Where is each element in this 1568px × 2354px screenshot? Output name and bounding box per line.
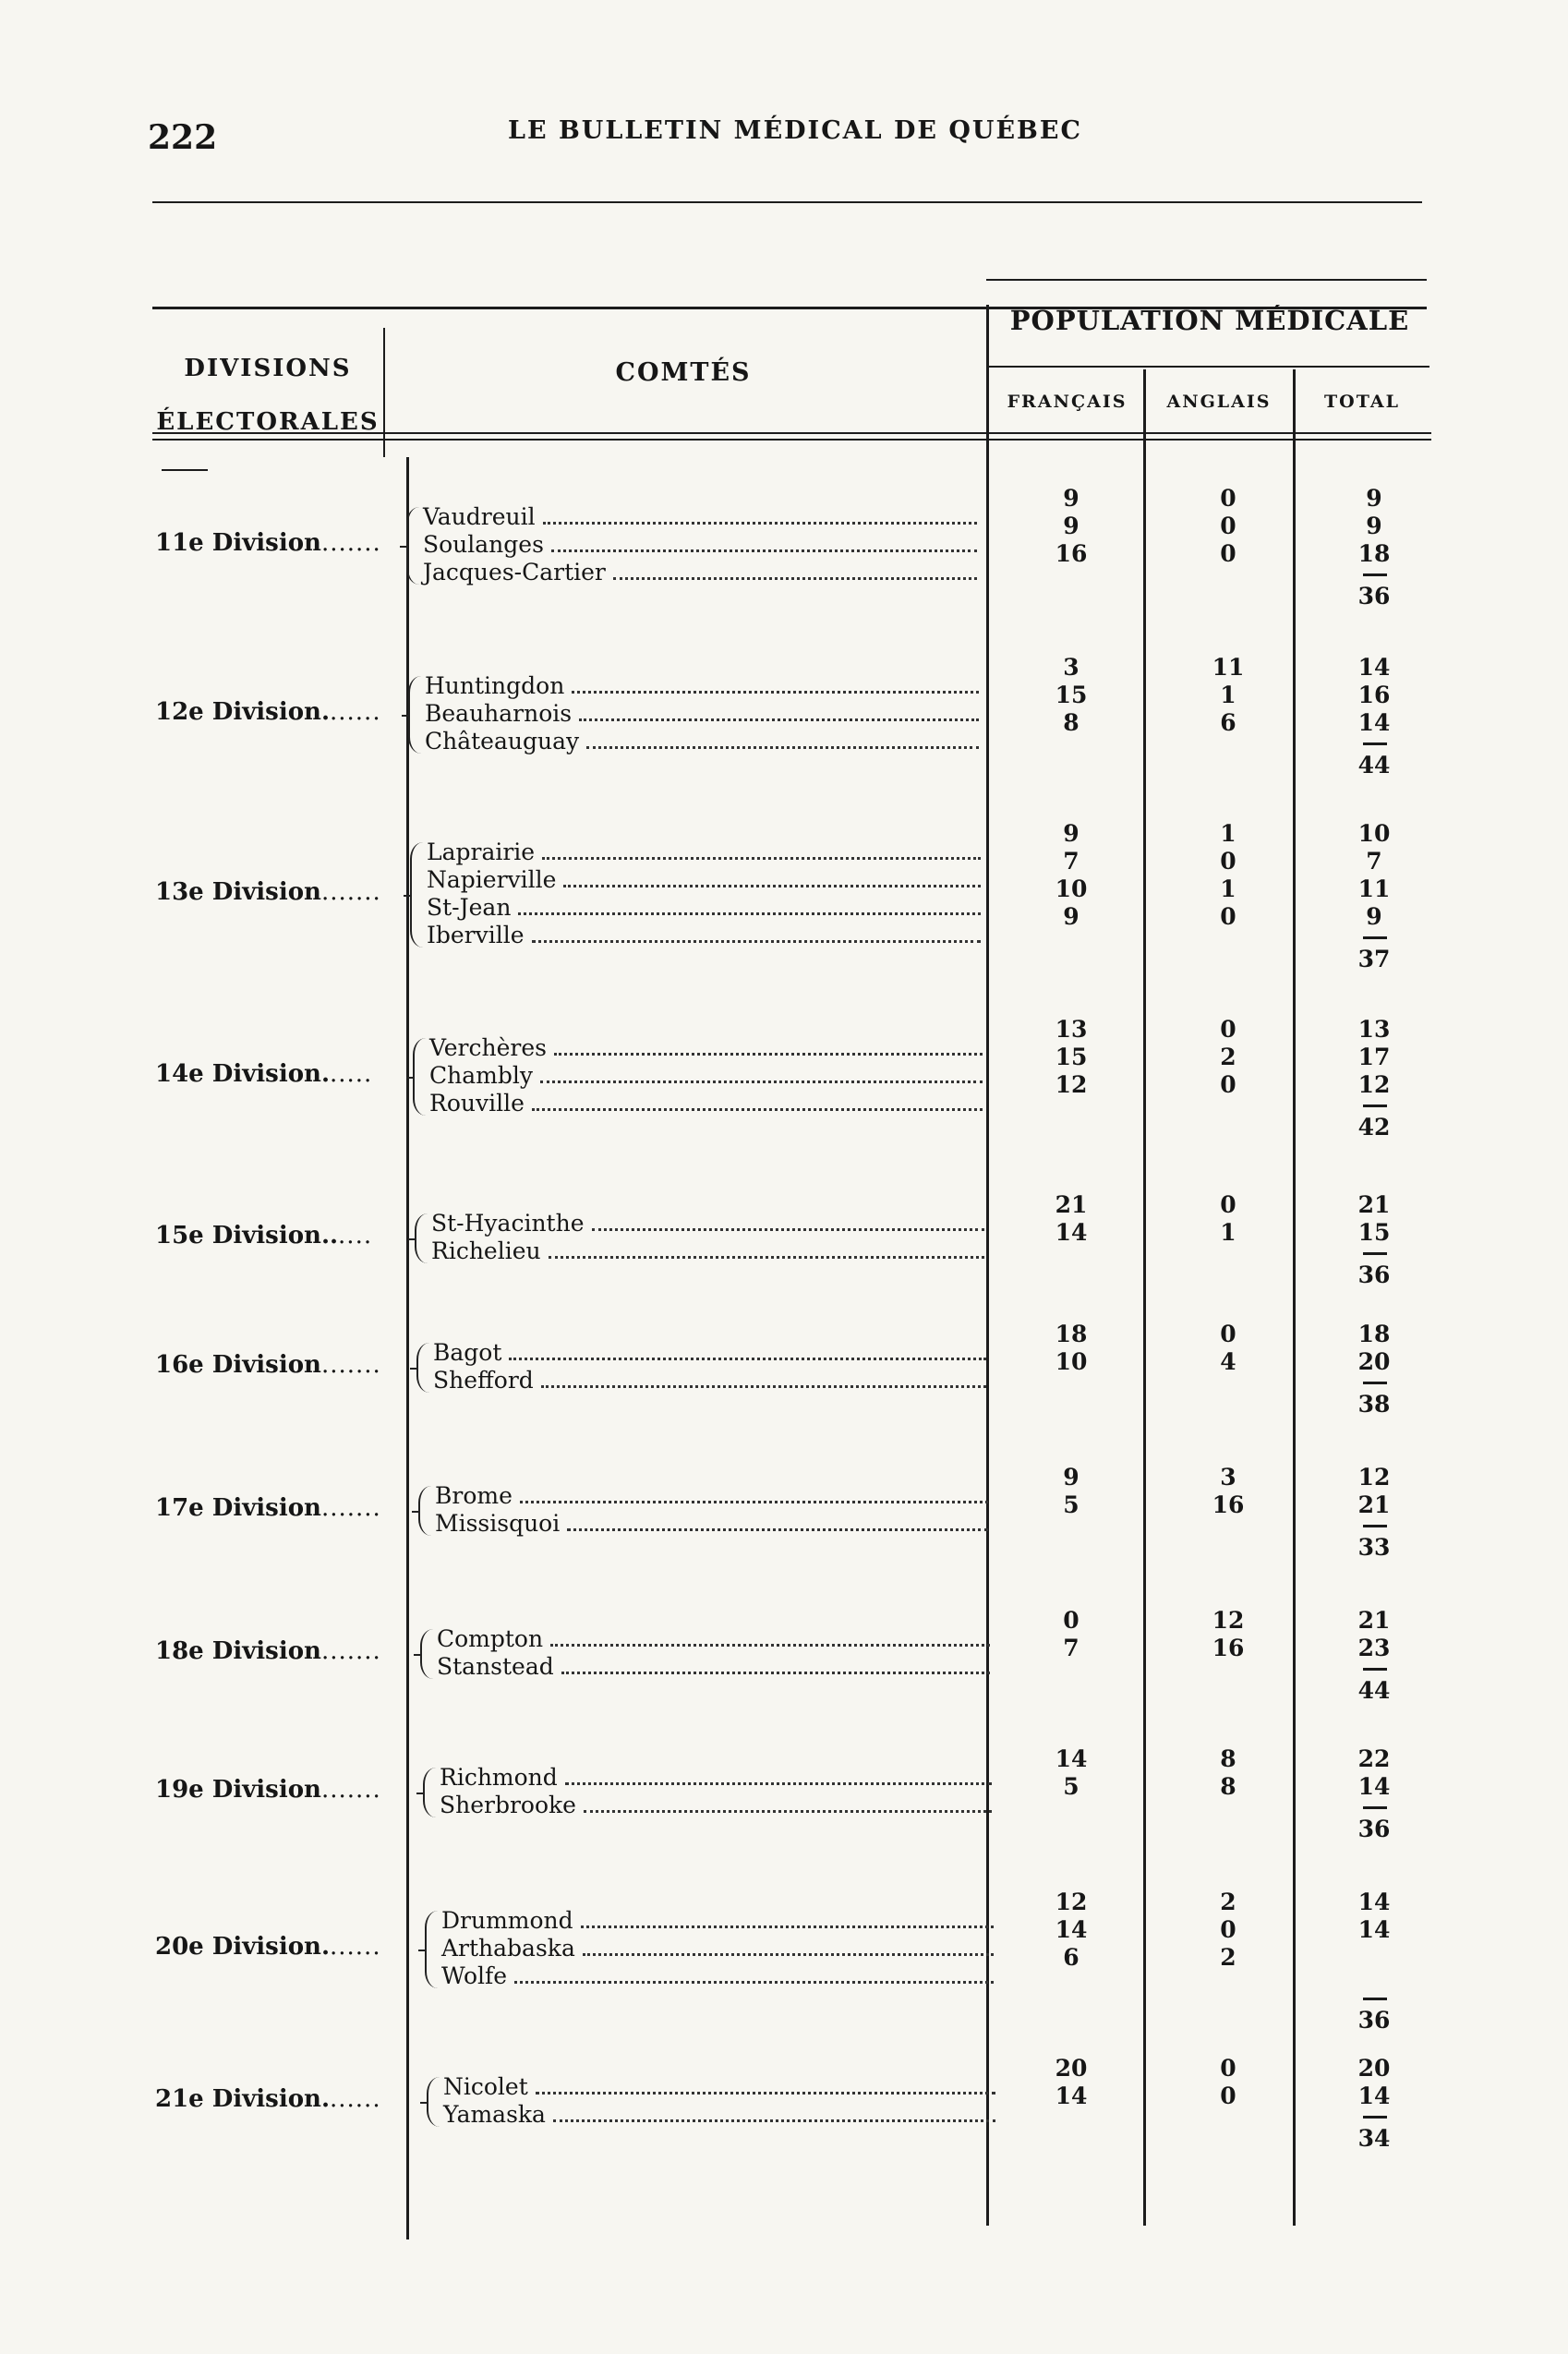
county-row xyxy=(435,1482,992,1510)
division-total: 42 xyxy=(1357,1114,1391,1141)
division-leader-dots: ...... xyxy=(330,698,381,726)
header-population-medicale: POPULATION MÉDICALE xyxy=(1009,305,1410,336)
count-francais: 13 xyxy=(1055,1016,1088,1043)
division-name xyxy=(155,1637,386,1665)
county-name: Stanstead xyxy=(437,1653,554,1680)
county-name: Drummond xyxy=(441,1907,573,1934)
county-row xyxy=(443,2101,999,2129)
header-divisions xyxy=(152,342,383,449)
count-anglais: 16 xyxy=(1212,1491,1245,1518)
count-total: 22 xyxy=(1357,1745,1391,1772)
county-leader-dots xyxy=(586,746,979,749)
county-name: St-Hyacinthe xyxy=(431,1210,585,1237)
county-name: Bagot xyxy=(433,1339,502,1366)
county-leader-dots xyxy=(541,1385,986,1388)
header-divisions-line2: ÉLECTORALES xyxy=(156,408,380,436)
county-name: Verchères xyxy=(429,1034,547,1061)
count-total: 21 xyxy=(1357,1191,1391,1218)
count-anglais: 1 xyxy=(1220,820,1236,847)
county-name: Nicolet xyxy=(443,2073,528,2100)
county-row xyxy=(425,728,983,755)
division-total: 36 xyxy=(1357,583,1391,610)
header-comtes: COMTÉS xyxy=(615,358,752,387)
county-name: Laprairie xyxy=(427,839,536,865)
division-total: 36 xyxy=(1357,1816,1391,1842)
count-francais: 14 xyxy=(1055,1219,1088,1246)
count-francais: 5 xyxy=(1063,1773,1080,1800)
division-leader-dots: .... xyxy=(338,1222,373,1249)
count-anglais: 0 xyxy=(1220,903,1236,930)
count-total: 14 xyxy=(1357,2082,1391,2109)
count-anglais: 1 xyxy=(1220,1219,1236,1246)
county-row xyxy=(429,1090,986,1117)
count-francais: 21 xyxy=(1055,1191,1088,1218)
county-leader-dots xyxy=(532,1108,983,1111)
county-leader-dots xyxy=(613,577,977,580)
count-francais: 12 xyxy=(1055,1071,1088,1098)
header-divisions-line1: DIVISIONS xyxy=(184,355,352,382)
division-name xyxy=(155,1494,386,1522)
county-leader-dots xyxy=(579,718,979,721)
county-brace xyxy=(420,1629,437,1679)
count-anglais: 0 xyxy=(1220,1071,1236,1098)
count-total: 23 xyxy=(1357,1635,1391,1661)
county-row xyxy=(425,672,983,700)
division-total: 36 xyxy=(1357,1262,1391,1288)
county-row xyxy=(429,1062,986,1090)
county-leader-dots xyxy=(514,1981,994,1984)
count-francais: 9 xyxy=(1063,903,1080,930)
count-total: 14 xyxy=(1357,1773,1391,1800)
county-name: Huntingdon xyxy=(425,672,565,699)
county-brace xyxy=(413,1038,429,1116)
division-label: 20e Division. xyxy=(155,1933,330,1961)
count-anglais: 12 xyxy=(1212,1607,1245,1634)
count-francais: 9 xyxy=(1063,485,1080,512)
sum-rule xyxy=(1363,1525,1387,1527)
county-name: Iberville xyxy=(427,922,525,948)
county-leader-dots xyxy=(509,1358,986,1360)
county-row xyxy=(437,1625,994,1653)
county-name: Wolfe xyxy=(441,1962,508,1989)
count-francais: 16 xyxy=(1055,540,1088,567)
county-row xyxy=(423,531,981,559)
county-name: Shefford xyxy=(433,1367,534,1394)
count-francais: 8 xyxy=(1063,709,1080,736)
county-row xyxy=(431,1237,988,1265)
count-anglais: 8 xyxy=(1220,1773,1236,1800)
count-francais: 14 xyxy=(1055,2082,1088,2109)
county-leader-dots xyxy=(542,857,981,860)
count-total: 17 xyxy=(1357,1044,1391,1070)
count-total: 16 xyxy=(1357,682,1391,708)
count-anglais: 4 xyxy=(1220,1348,1236,1375)
sum-rule xyxy=(1363,1105,1387,1107)
county-row xyxy=(427,922,984,949)
division-name xyxy=(155,698,386,726)
county-brace xyxy=(408,676,425,754)
county-leader-dots xyxy=(549,1256,984,1259)
county-leader-dots xyxy=(518,912,981,915)
county-leader-dots xyxy=(563,885,981,887)
count-francais: 9 xyxy=(1063,513,1080,539)
division-leader-dots: ...... xyxy=(330,1933,381,1961)
county-name: Jacques-Cartier xyxy=(423,559,606,585)
county-leader-dots xyxy=(565,1782,992,1785)
division-total: 37 xyxy=(1357,946,1391,972)
col-rule-anglais xyxy=(1143,369,1146,2226)
count-anglais: 0 xyxy=(1220,1191,1236,1218)
division-name xyxy=(155,529,386,557)
count-total: 18 xyxy=(1357,1321,1391,1347)
county-row xyxy=(427,839,984,866)
count-francais: 10 xyxy=(1055,875,1088,902)
count-anglais: 0 xyxy=(1220,1321,1236,1347)
division-name xyxy=(155,1351,386,1379)
count-francais: 12 xyxy=(1055,1889,1088,1915)
division-label: 12e Division. xyxy=(155,698,330,726)
sum-rule xyxy=(1363,1806,1387,1809)
division-leader-dots: ....... xyxy=(320,1494,381,1522)
division-leader-dots: ....... xyxy=(320,529,381,557)
col-rule-total xyxy=(1293,369,1296,2226)
count-total: 14 xyxy=(1357,1889,1391,1915)
division-total: 44 xyxy=(1357,752,1391,779)
county-name: Chambly xyxy=(429,1062,533,1089)
county-row xyxy=(443,2073,999,2101)
county-leader-dots xyxy=(532,940,981,943)
division-leader-dots: ....... xyxy=(320,1637,381,1665)
county-leader-dots xyxy=(567,1528,988,1531)
county-leader-dots xyxy=(583,1953,994,1956)
sum-rule xyxy=(1363,742,1387,745)
count-anglais: 2 xyxy=(1220,1944,1236,1971)
county-row xyxy=(423,503,981,531)
count-total: 14 xyxy=(1357,709,1391,736)
count-anglais: 6 xyxy=(1220,709,1236,736)
county-row xyxy=(441,1907,997,1935)
division-total: 36 xyxy=(1357,2007,1391,2034)
header-anglais: ANGLAIS xyxy=(1166,392,1272,412)
count-total: 9 xyxy=(1366,513,1382,539)
county-row xyxy=(427,894,984,922)
count-anglais: 8 xyxy=(1220,1745,1236,1772)
count-anglais: 3 xyxy=(1220,1464,1236,1491)
division-name xyxy=(155,1933,386,1961)
sum-rule xyxy=(1363,573,1387,576)
count-anglais: 16 xyxy=(1212,1635,1245,1661)
count-francais: 5 xyxy=(1063,1491,1080,1518)
county-name: Richelieu xyxy=(431,1237,541,1264)
division-label: 18e Division xyxy=(155,1637,321,1665)
division-label: 11e Division xyxy=(155,529,321,557)
page-number: 222 xyxy=(148,118,218,157)
division-label: 19e Division xyxy=(155,1776,321,1804)
county-leader-dots xyxy=(520,1501,988,1503)
division-name xyxy=(155,2085,386,2113)
division-total: 33 xyxy=(1357,1534,1391,1561)
count-francais: 3 xyxy=(1063,654,1080,681)
count-total: 9 xyxy=(1366,485,1382,512)
header-francais: FRANÇAIS xyxy=(1007,392,1128,412)
division-name xyxy=(155,1222,386,1249)
count-total: 15 xyxy=(1357,1219,1391,1246)
count-total: 7 xyxy=(1366,848,1382,875)
county-brace xyxy=(406,507,423,585)
col-rule-divisions xyxy=(383,328,385,457)
county-leader-dots xyxy=(584,1810,992,1813)
county-brace xyxy=(427,2077,443,2127)
count-anglais: 2 xyxy=(1220,1889,1236,1915)
county-name: Richmond xyxy=(440,1764,558,1791)
county-brace xyxy=(416,1343,433,1393)
count-francais: 7 xyxy=(1063,1635,1080,1661)
county-row xyxy=(425,700,983,728)
county-row xyxy=(431,1210,988,1237)
count-total: 10 xyxy=(1357,820,1391,847)
county-row xyxy=(427,866,984,894)
count-francais: 10 xyxy=(1055,1348,1088,1375)
count-francais: 14 xyxy=(1055,1916,1088,1943)
county-name: Yamaska xyxy=(443,2101,546,2128)
county-name: Arthabaska xyxy=(441,1935,575,1962)
count-anglais: 1 xyxy=(1220,682,1236,708)
county-name: Soulanges xyxy=(423,531,544,558)
count-francais: 9 xyxy=(1063,820,1080,847)
division-label: 16e Division xyxy=(155,1351,321,1379)
division-total: 44 xyxy=(1357,1677,1391,1704)
county-row xyxy=(440,1792,995,1819)
county-leader-dots xyxy=(551,549,977,552)
county-row xyxy=(433,1339,990,1367)
count-francais: 15 xyxy=(1055,682,1088,708)
county-leader-dots xyxy=(550,1644,990,1647)
count-total: 9 xyxy=(1366,903,1382,930)
count-francais: 9 xyxy=(1063,1464,1080,1491)
division-label: 21e Division. xyxy=(155,2085,330,2113)
count-anglais: 0 xyxy=(1220,1016,1236,1043)
county-leader-dots xyxy=(561,1672,990,1674)
count-total: 12 xyxy=(1357,1071,1391,1098)
division-label: 17e Division xyxy=(155,1494,321,1522)
county-brace xyxy=(418,1486,435,1536)
county-name: Vaudreuil xyxy=(423,503,536,530)
table-top-rule-2 xyxy=(986,279,1427,281)
division-name xyxy=(155,1776,386,1804)
count-francais: 0 xyxy=(1063,1607,1080,1634)
division-total: 34 xyxy=(1357,2125,1391,2152)
count-anglais: 0 xyxy=(1220,1916,1236,1943)
count-francais: 15 xyxy=(1055,1044,1088,1070)
division-leader-dots: ....... xyxy=(320,878,381,906)
count-anglais: 0 xyxy=(1220,2082,1236,2109)
running-title: LE BULLETIN MÉDICAL DE QUÉBEC xyxy=(508,116,1082,145)
county-name: Rouville xyxy=(429,1090,525,1117)
county-name: St-Jean xyxy=(427,894,512,921)
county-row xyxy=(423,559,981,586)
county-leader-dots xyxy=(581,1925,994,1928)
county-name: Napierville xyxy=(427,866,557,893)
count-total: 14 xyxy=(1357,1916,1391,1943)
count-francais: 20 xyxy=(1055,2055,1088,2082)
sum-rule xyxy=(1363,1998,1387,2000)
count-anglais: 11 xyxy=(1212,654,1245,681)
count-francais: 7 xyxy=(1063,848,1080,875)
county-row xyxy=(435,1510,992,1538)
sum-rule xyxy=(1363,1668,1387,1671)
count-anglais: 0 xyxy=(1220,2055,1236,2082)
count-total: 13 xyxy=(1357,1016,1391,1043)
count-total: 20 xyxy=(1357,2055,1391,2082)
county-row xyxy=(441,1935,997,1962)
count-total: 20 xyxy=(1357,1348,1391,1375)
sum-rule xyxy=(1363,1382,1387,1384)
division-label: 15e Division.. xyxy=(155,1222,339,1249)
county-name: Châteauguay xyxy=(425,728,580,754)
count-total: 11 xyxy=(1357,875,1391,902)
body-top-rule xyxy=(162,469,208,471)
county-row xyxy=(429,1034,986,1062)
county-brace xyxy=(410,842,427,948)
division-leader-dots: ..... xyxy=(330,1060,373,1088)
division-total: 38 xyxy=(1357,1391,1391,1418)
county-name: Compton xyxy=(437,1625,544,1652)
division-leader-dots: ...... xyxy=(330,2085,381,2113)
county-leader-dots xyxy=(592,1228,985,1231)
sum-rule xyxy=(1363,2116,1387,2119)
count-anglais: 0 xyxy=(1220,540,1236,567)
county-brace xyxy=(425,1911,441,1988)
county-row xyxy=(433,1367,990,1394)
county-row xyxy=(437,1653,994,1681)
count-total: 14 xyxy=(1357,654,1391,681)
county-leader-dots xyxy=(572,691,979,694)
division-name xyxy=(155,1060,386,1088)
county-brace xyxy=(423,1768,440,1817)
division-label: 14e Division. xyxy=(155,1060,330,1088)
count-total: 21 xyxy=(1357,1491,1391,1518)
division-leader-dots: ....... xyxy=(320,1351,381,1379)
count-anglais: 0 xyxy=(1220,848,1236,875)
county-name: Missisquoi xyxy=(435,1510,561,1537)
county-row xyxy=(441,1962,997,1990)
header-total: TOTAL xyxy=(1324,392,1400,412)
count-total: 18 xyxy=(1357,540,1391,567)
division-leader-dots: ....... xyxy=(320,1776,381,1804)
county-brace xyxy=(415,1213,431,1263)
count-anglais: 2 xyxy=(1220,1044,1236,1070)
county-leader-dots xyxy=(540,1080,983,1083)
division-name xyxy=(155,878,386,906)
pop-subheader-rule xyxy=(986,366,1429,368)
count-francais: 14 xyxy=(1055,1745,1088,1772)
county-leader-dots xyxy=(543,522,977,525)
count-anglais: 0 xyxy=(1220,513,1236,539)
count-total: 12 xyxy=(1357,1464,1391,1491)
county-name: Beauharnois xyxy=(425,700,573,727)
count-anglais: 0 xyxy=(1220,485,1236,512)
division-label: 13e Division xyxy=(155,878,321,906)
county-name: Brome xyxy=(435,1482,513,1509)
count-total xyxy=(1337,1944,1411,1972)
county-leader-dots xyxy=(553,2119,995,2122)
count-francais: 18 xyxy=(1055,1321,1088,1347)
sum-rule xyxy=(1363,936,1387,939)
header-rule xyxy=(152,201,1422,203)
county-name: Sherbrooke xyxy=(440,1792,576,1818)
count-anglais: 1 xyxy=(1220,875,1236,902)
county-row xyxy=(440,1764,995,1792)
count-francais: 6 xyxy=(1063,1944,1080,1971)
sum-rule xyxy=(1363,1252,1387,1255)
count-total: 21 xyxy=(1357,1607,1391,1634)
county-leader-dots xyxy=(536,2092,995,2094)
county-leader-dots xyxy=(554,1053,983,1056)
